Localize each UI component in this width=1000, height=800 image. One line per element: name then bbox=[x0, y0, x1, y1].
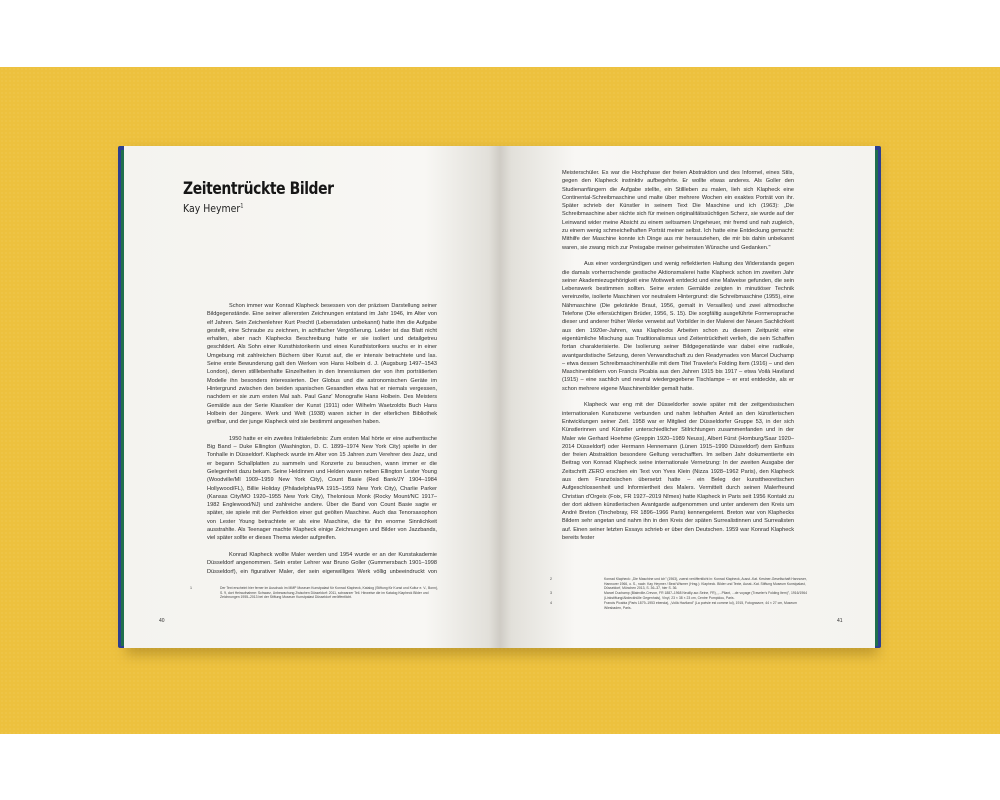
paragraph: Aus einer vordergründigen und wenig reflektierten Haltung des Widerstands gegen die damals vorherrschende gestische Aktionsmalerei hatte Klapheck schon im zweiten Jahr seiner Akademiezugehörigkeit eine Motivwelt entdeckt und eine Malweise gefunden, die sein Lebenswerk bestimmen sollten. Seine ersten Gemälde zeigten in minutiöser Technik vereinzelte, isolierte Maschinen vor neutralem Hintergrund: die Schreibmaschine (1955), eine Nähmaschine (Die gekränkte Braut, 1956, gemalt in Versailles) und zwei altmodische Telefone (Die eifersüchtigen Brüder, 1956, S. 15). Die sorgfältig ausgeführte Formensprache dieser und anderer früher Werke verweist auf Vorbilder in der Malerei der Neuen Sachlichkeit aus den 1920er-Jahren, was Klaphecks Arbeiten schon zu diesem Zeitpunkt eine eigentümliche Mischung aus Traditionalismus und Zeitentrücktheit verlieh, die sein Schaffen fortan charakterisierte. Die Isolierung seiner Bildgegenstände war dabei eine radikale, avantgardistische Setzung, deren Verwandtschaft zu den Readymades von Marcel Duchamp – etwa dessen Schreibmaschinenhülle mit dem Titel Traveler's Folding Item (1916) – und den Maschinenbildern von Francis Picabia aus den Jahren 1915 bis 1917 – etwa Voilà Haviland (1915) – eine sachlich und neutral wiedergegebene Tischlampe – er erst entdeckte, als er schon mehrere eigene Maschinenbilder gemalt hatte. bbox=[562, 261, 794, 392]
article-title: Zeitentrückte Bilder bbox=[183, 179, 334, 199]
page-number: 41 bbox=[837, 618, 843, 624]
page-number: 40 bbox=[159, 618, 165, 624]
footnote-number: 4 bbox=[550, 601, 552, 605]
footnote-text: Marcel Duchamp (Blainville-Crevon, FR 1887–1968 Neuilly-sur-Seine, FR), „...Pliant, ...de voyage (Traveler's Folding Item)", 1916/1964 (Linkstiftung/Abdeckhülle Gegenhals), Vinyl, 23 × 38 × 23 cm, Centre Pompidou, Paris. bbox=[604, 591, 807, 600]
paragraph: Konrad Klapheck wollte Maler werden und 1954 wurde er an der Kunstakademie Düsseldorf angenommen. Sein erster Lehrer war Bruno Goller (Gummersbach 1901–1998 Düsseldorf), ein figurativer Maler, der sein eigenwilliges Werk völlig unbeeindruckt von bbox=[207, 551, 437, 574]
footnote-text: Francis Picabia (Paris 1879–1953 ebenda), „Voilà Haviland" (La poésie est comme lui), 1915, Fotogravure, 44 × 27 cm, Museum Wiesbaden, Paris. bbox=[604, 601, 797, 610]
author-name: Kay Heymer bbox=[183, 202, 241, 215]
paragraph: Klapheck war eng mit der Düsseldorfer sowie später mit der zeitgenössischen internationalen Kunstszene verbunden und nahm lebhaften Anteil an den künstlerischen Entwicklungen seiner Zeit. 1958 war er Mitglied der Düsseldorfer Gruppe 53, in der sich Künstlerinnen und Künstler unterschiedlicher Stilrichtungen zusammenfanden und in der Maler wie Gerhard Hoehme (Greppin 1920–1989 Neuss), Albert Fürst (Homburg/Saar 1920–2014 Düsseldorf) oder Hermann Hennemann (Lünen 1915–1990 Düsseldorf) dem Einfluss der freien Abstraktion besondere Geltung verschafften. Im selben Jahr dokumentierte ein Beitrag von Konrad Klapheck seine internationale Vernetzung: In der zweiten Ausgabe der Zeitschrift ZERO erschien ein Text von Yves Klein (Nizza 1928–1962 Paris), den Klapheck aus dem Französischen übersetzt hatte – ein Beleg der kunsttheoretischen Aufgeschlossenheit und Informiertheit des Malers. Vermittelt durch seinen Malerfreund Christian d'Orgeix (Foix, FR 1927–2019 Nîmes) hatte Klapheck in Paris seit 1956 Kontakt zu der dort aktiven künstlerischen Avantgarde aufgenommen und unter anderem den Kreis um André Breton (Tinchebray, FR 1896–1966 Paris) kennengelernt. Breton war von Klaphecks Bildern sehr angetan und nahm ihn in den Kreis der späten Surrealistinnen und Surrealisten auf. Einen seiner letzten Essays schrieb er über den Deutschen. 1959 war Konrad Klapheck bereits fester bbox=[562, 402, 794, 542]
footnote-number: 3 bbox=[550, 591, 552, 595]
right-page bbox=[500, 146, 875, 648]
left-page bbox=[124, 146, 500, 648]
paragraph: 1950 hatte er ein zweites Initialerlebnis: Zum ersten Mal hörte er eine authentische Big Band – Duke Ellington (Washington, D. C. 1899–1974 New York City) spielte in der Tonhalle in Düsseldorf. Klapheck wurde im Alter von 15 Jahren zum Verehrer des Jazz, und er begann Schallplatten zu sammeln und Konzerte zu besuchen, wann immer er die Gelegenheit dazu bekam. Seine Heldinnen und Helden waren neben Ellington Lester Young (Woodville/MI 1909–1959 New York City), Count Basie (Red Bank/JY 1904–1984 Hollywood/FL), Billie Holiday (Philadelphia/PA 1915–1959 New York City), Charlie Parker (Kansas City/MO 1920–1955 New York City), Thelonious Monk (Rocky Mount/NC 1917–1982 Englewood/NJ) und zahlreiche andere. Über die Band von Count Basie sagte er später, sie spiele mit der Perfektion einer gut geölten Maschine. Auch das Tenorsaxophon von Lester Young betrachtete er als eine Maschine, die für ihn enorme Sinnlichkeit ausstrahlte. Als Teenager machte Klapheck einige Zeichnungen und Bilder von Jazzbands, viel später sollte er dieses Thema wieder aufgreifen. bbox=[207, 435, 437, 542]
article-author bbox=[183, 202, 243, 215]
left-body-text bbox=[207, 302, 437, 574]
right-body-text bbox=[562, 169, 794, 565]
footnote-number: 1 bbox=[190, 586, 192, 590]
footnote-number: 2 bbox=[550, 577, 552, 581]
author-note-marker: 1 bbox=[240, 202, 244, 210]
paragraph: Schon immer war Konrad Klapheck besessen von der präzisen Darstellung seiner Bildgegenstände. Eine seiner allerersten Zeichnungen entstand im Jahr 1946, im Alter von elf Jahren. Sein Zeichenlehrer Kurt Prechtl (Lebensdaten unbekannt) hatte ihm die Aufgabe gestellt, eine Schraube zu zeichnen, in achtfacher Vergrößerung. Leider ist das Blatt nicht erhalten, aber nach Klaphecks Beschreibung hatte er sie isoliert und detailgetreu geschildert. Als Sohn einer Kunsthistorikerin und eines Kunsthistorikers wuchs er in einer Umgebung mit zahlreichen Büchern über Kunst auf, die er intensiv betrachtete und las. Seine erste Bewunderung galt den Werken von Hans Holbein d. J. (Augsburg 1497–1543 London), deren stilllebenhafte Einzelheiten in den Innenräumen der von ihm porträtierten Modelle ihn besonders interessierten. Der Globus und die astronomischen Geräte im Hintergrund zwischen den beiden spanischen Gesandten etwa hat er niemals vergessen, nachdem er sie zum ersten Mal sah. Paul Ganz' Monografie Hans Holbein. Des Meisters Gemälde aus der Serie Klassiker der Kunst (1911) oder Wilhelm Waetzoldts Buch Hans Holbein der Jüngere. Werk und Welt (1938) waren sicher in der elterlichen Bibliothek greifbar, und der junge Klapheck wird sie bestimmt angesehen haben. bbox=[207, 303, 437, 426]
footnote-text: Konrad Klapheck: „Die Maschine und ich" (1963), zuerst veröffentlicht in: Konrad Klapheck, Ausst.-Kat. Kestner-Gesellschaft Hannover, Hannover 1966, o. S., nach: Kay Heymer / Beat Wismer (Hrsg.): Klapheck. Bilder und Texte, Ausst.-Kat. Stiftung Museum Kunstpalast, Düsseldorf, München 2013, S. 36–37, hier S. 36. bbox=[604, 577, 807, 591]
paragraph: Meisterschüler. Es war die Hochphase der freien Abstraktion und des Informel, eines Stils, gegen den Klapheck instinktiv aufbegehrte. Er wollte etwas anderes. Als Goller den Studienanfängern die Aufgabe stellte, ein Stillleben zu malen, lieh sich Klapheck eine Continental-Schreibmaschine und malte über mehrere Wochen ein exaktes Porträt von ihr. Später schrieb der Künstler in seinem Text Die Maschine und ich (1963): „Die Schreibmaschine aber rächte sich für meinen originalitätssüchtigen Scherz, sie wurde auf der Leinwand wider meine Absicht zu einem seltsamen Ungeheuer, mir fremd und nah zugleich, zu einem wenig schmeichelhaften Porträt meiner selbst. Ich hatte eine Entdeckung gemacht: Mithilfe der Maschine konnte ich Dinge aus mir herausziehen, die mir bis dahin unbekannt waren, sie zwang mich zur Preisgabe meiner geheimsten Wünsche und Gedanken." bbox=[562, 170, 794, 251]
footnote-text: Der Text erscheint hier ferner im Ausdruck im MMP Museum Kunstpalast für Konrad Klapheck, Katalog (Stiftung für Kunst und Kultur e. V., Bonn), S. 9, dort Heiraufnahme: Schwarz, Unbewachung Zwischen Düsseldorf: 2011, schwarzer Teil. Hinweise die im Katalog Klapheck Bilder und Zeichnungen 1955–2013 bei der Stiftung Museum Kunstpalast Düsseldorf veröffentlicht. bbox=[220, 586, 438, 600]
